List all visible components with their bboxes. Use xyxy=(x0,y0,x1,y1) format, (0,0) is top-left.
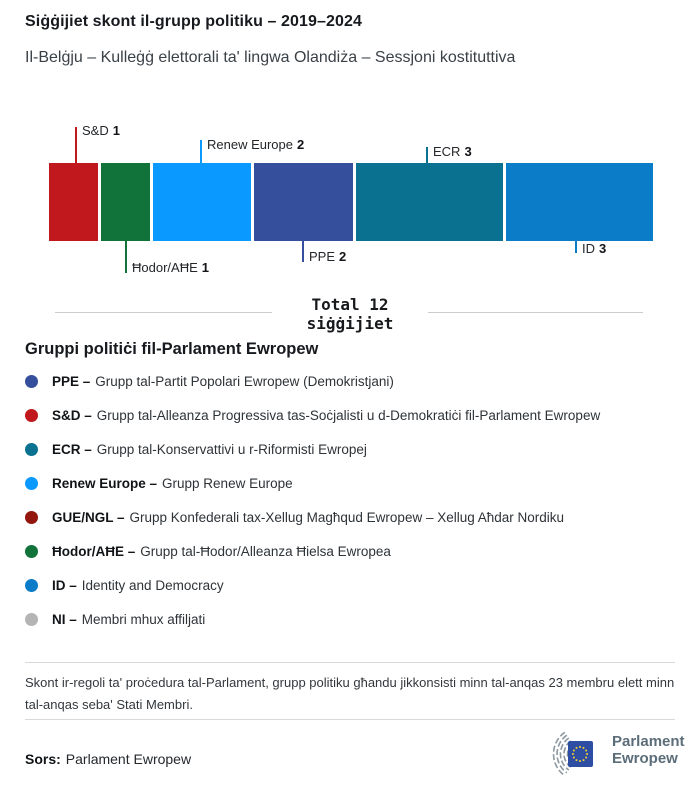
legend-item-sd xyxy=(25,398,675,432)
legend-text xyxy=(52,408,600,423)
group-value: 1 xyxy=(201,260,209,275)
legend-group-desc: Grupp Renew Europe xyxy=(162,475,293,491)
group-name: Renew Europe xyxy=(207,137,293,152)
legend-group-label: NI – xyxy=(52,611,77,627)
callout-label-hodor-ahe xyxy=(132,260,209,275)
source-text: Parlament Ewropew xyxy=(65,751,192,767)
legend-group-label: S&D – xyxy=(52,407,92,423)
legend-group-desc: Grupp tal-Konservattivi u r-Riformisti Ewropej xyxy=(96,441,367,457)
parliament-logo xyxy=(526,722,685,778)
legend-item-renew xyxy=(25,466,675,500)
callout-label-renew xyxy=(207,137,304,152)
callout-label-ecr xyxy=(433,144,472,159)
stacked-bar xyxy=(49,163,653,241)
page-title: Siġġijiet skont il-grupp politiku – 2019–2024 xyxy=(25,13,363,30)
group-value: 3 xyxy=(599,241,607,256)
group-value: 1 xyxy=(112,123,120,138)
legend-group-label: PPE – xyxy=(52,373,91,389)
legend-group-label: Renew Europe – xyxy=(52,475,158,491)
legend-group-label: GUE/NGL – xyxy=(52,509,125,525)
total-line2: siġġijiet xyxy=(306,314,394,333)
eu-flag-icon xyxy=(568,741,593,767)
legend-text xyxy=(52,612,205,627)
page-subtitle: Il-Belġju – Kulleġġ elettorali ta' lingwa Olandiża – Sessjoni kostituttiva xyxy=(25,49,516,66)
legend-group-desc: Grupp tal-Ħodor/Alleanza Ħielsa Ewropea xyxy=(140,543,391,559)
legend-text xyxy=(52,442,367,457)
callout-line-ecr xyxy=(426,147,428,163)
legend-dot-gue-ngl xyxy=(25,511,38,524)
logo-wordmark xyxy=(612,733,685,767)
legend-group-desc: Grupp tal-Partit Popolari Ewropew (Demokristjani) xyxy=(95,373,394,389)
logo-line2: Ewropew xyxy=(612,750,678,767)
source-line xyxy=(25,751,191,767)
bar-segment-id xyxy=(506,163,653,241)
bar-segment-sd xyxy=(49,163,98,241)
callout-line-sd xyxy=(75,127,77,163)
total-line1: Total 12 xyxy=(311,295,389,314)
legend-group-desc: Membri mhux affiljati xyxy=(81,611,206,627)
group-name: PPE xyxy=(309,249,336,264)
legend-dot-hodor-ahe xyxy=(25,545,38,558)
legend-group-desc: Grupp tal-Alleanza Progressiva tas-Soċjalisti u d-Demokratiċi fil-Parlament Ewropew xyxy=(96,407,601,423)
legend-group-desc: Grupp Konfederali tax-Xellug Magħqud Ewropew – Xellug Aħdar Nordiku xyxy=(129,509,565,525)
legend-group-label: ECR – xyxy=(52,441,92,457)
legend-item-hodor-ahe xyxy=(25,534,675,568)
legend-group-label: Ħodor/AĦE – xyxy=(52,543,136,559)
group-value: 3 xyxy=(464,144,472,159)
callout-line-ppe xyxy=(302,241,304,262)
legend-dot-renew xyxy=(25,477,38,490)
legend-dot-ppe xyxy=(25,375,38,388)
bar-segment-renew xyxy=(153,163,251,241)
total-label xyxy=(0,295,700,333)
legend-heading: Gruppi politiċi fil-Parlament Ewropew xyxy=(25,340,319,358)
legend-item-gue-ngl xyxy=(25,500,675,534)
callout-label-id xyxy=(582,241,606,256)
legend-item-ecr xyxy=(25,432,675,466)
bar-segment-ppe xyxy=(254,163,352,241)
logo-line1: Parlament xyxy=(612,733,685,750)
footnote-text: Skont ir-regoli ta' proċedura tal-Parlament, grupp politiku għandu jikkonsisti minn tal-anqas 23 membru elett minn tal-anqas seba' Stati Membri. xyxy=(25,675,675,712)
callout-label-ppe xyxy=(309,249,346,264)
group-value: 2 xyxy=(297,137,305,152)
group-name: Ħodor/AĦE xyxy=(132,260,198,275)
bar-segment-ecr xyxy=(356,163,503,241)
legend-group-label: ID – xyxy=(52,577,77,593)
legend-text xyxy=(52,510,564,525)
footnote-divider-bottom xyxy=(25,719,675,720)
group-name: ID xyxy=(582,241,595,256)
group-name: S&D xyxy=(82,123,109,138)
hemicycle-icon xyxy=(526,722,606,778)
legend-item-id xyxy=(25,568,675,602)
legend-dot-sd xyxy=(25,409,38,422)
legend-dot-ni xyxy=(25,613,38,626)
callout-label-sd xyxy=(82,123,120,138)
callout-line-renew xyxy=(200,140,202,163)
footnote-divider-top xyxy=(25,662,675,663)
legend-dot-id xyxy=(25,579,38,592)
group-value: 2 xyxy=(339,249,347,264)
callout-line-id xyxy=(575,241,577,253)
legend-list xyxy=(25,364,675,636)
source-label: Sors: xyxy=(25,751,61,767)
bar-segment-hodor-ahe xyxy=(101,163,150,241)
legend-text xyxy=(52,578,224,593)
legend-group-desc: Identity and Democracy xyxy=(81,577,224,593)
legend-item-ni xyxy=(25,602,675,636)
legend-dot-ecr xyxy=(25,443,38,456)
group-name: ECR xyxy=(433,144,461,159)
legend-text xyxy=(52,476,293,491)
legend-text xyxy=(52,374,394,389)
legend-text xyxy=(52,544,391,559)
legend-item-ppe xyxy=(25,364,675,398)
callout-line-hodor-ahe xyxy=(125,241,127,273)
